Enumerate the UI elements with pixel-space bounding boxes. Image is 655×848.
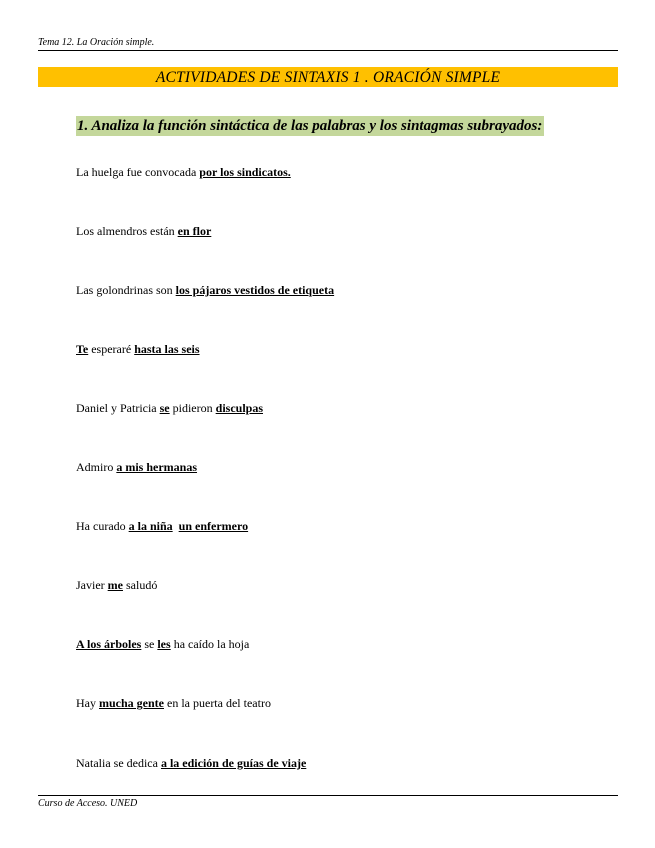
sentence-11 — [76, 756, 306, 770]
exercise-instruction: 1. Analiza la función sintáctica de las palabras y los sintagmas subrayados: — [77, 118, 543, 134]
underlined-phrase: hasta las seis — [134, 342, 200, 356]
sentence-8 — [76, 578, 157, 592]
sentence-text: Hay — [76, 696, 99, 710]
sentence-6 — [76, 460, 197, 474]
sentence-text: en la puerta del teatro — [164, 696, 271, 710]
sentence-text: Admiro — [76, 460, 117, 474]
activity-title: ACTIVIDADES DE SINTAXIS 1 . ORACIÓN SIMPLE — [38, 67, 618, 87]
sentence-text: Ha curado — [76, 519, 129, 533]
sentence-2 — [76, 224, 211, 238]
sentence-text: La huelga fue convocada — [76, 165, 200, 179]
underlined-phrase: por los sindicatos. — [199, 165, 291, 179]
underlined-phrase: Te — [76, 342, 89, 356]
underlined-phrase: A los árboles — [76, 637, 142, 651]
underlined-phrase: disculpas — [215, 401, 263, 415]
sentence-4 — [76, 342, 200, 356]
sentence-text: esperaré — [88, 342, 135, 356]
underlined-phrase: me — [107, 578, 123, 592]
underlined-phrase: un enfermero — [178, 519, 249, 533]
underlined-phrase: mucha gente — [99, 696, 164, 710]
underlined-phrase: los pájaros vestidos de etiqueta — [175, 283, 335, 297]
sentence-text: Los almendros están — [76, 224, 178, 238]
sentence-text: Las golondrinas son — [76, 283, 176, 297]
sentence-text: se — [141, 637, 158, 651]
underlined-phrase: a mis hermanas — [116, 460, 198, 474]
sentence-text: Javier — [76, 578, 108, 592]
page-header: Tema 12. La Oración simple. — [38, 37, 618, 51]
underlined-phrase: en flor — [177, 224, 212, 238]
underlined-phrase: a la edición de guías de viaje — [160, 756, 307, 770]
sentence-text: pidieron — [169, 401, 216, 415]
sentence-10 — [76, 696, 271, 710]
underlined-phrase: a la niña — [128, 519, 173, 533]
sentence-1 — [76, 165, 291, 179]
sentence-text: saludó — [122, 578, 158, 592]
sentence-3 — [76, 283, 334, 297]
sentence-text: ha caído la hoja — [170, 637, 250, 651]
underlined-phrase: se — [159, 401, 170, 415]
sentence-5 — [76, 401, 263, 415]
page-footer: Curso de Acceso. UNED — [38, 795, 618, 809]
sentence-7 — [76, 519, 248, 533]
sentence-text: Daniel y Patricia — [76, 401, 160, 415]
underlined-phrase: les — [157, 637, 171, 651]
sentence-text: Natalia se dedica — [76, 756, 161, 770]
sentence-9 — [76, 637, 249, 651]
